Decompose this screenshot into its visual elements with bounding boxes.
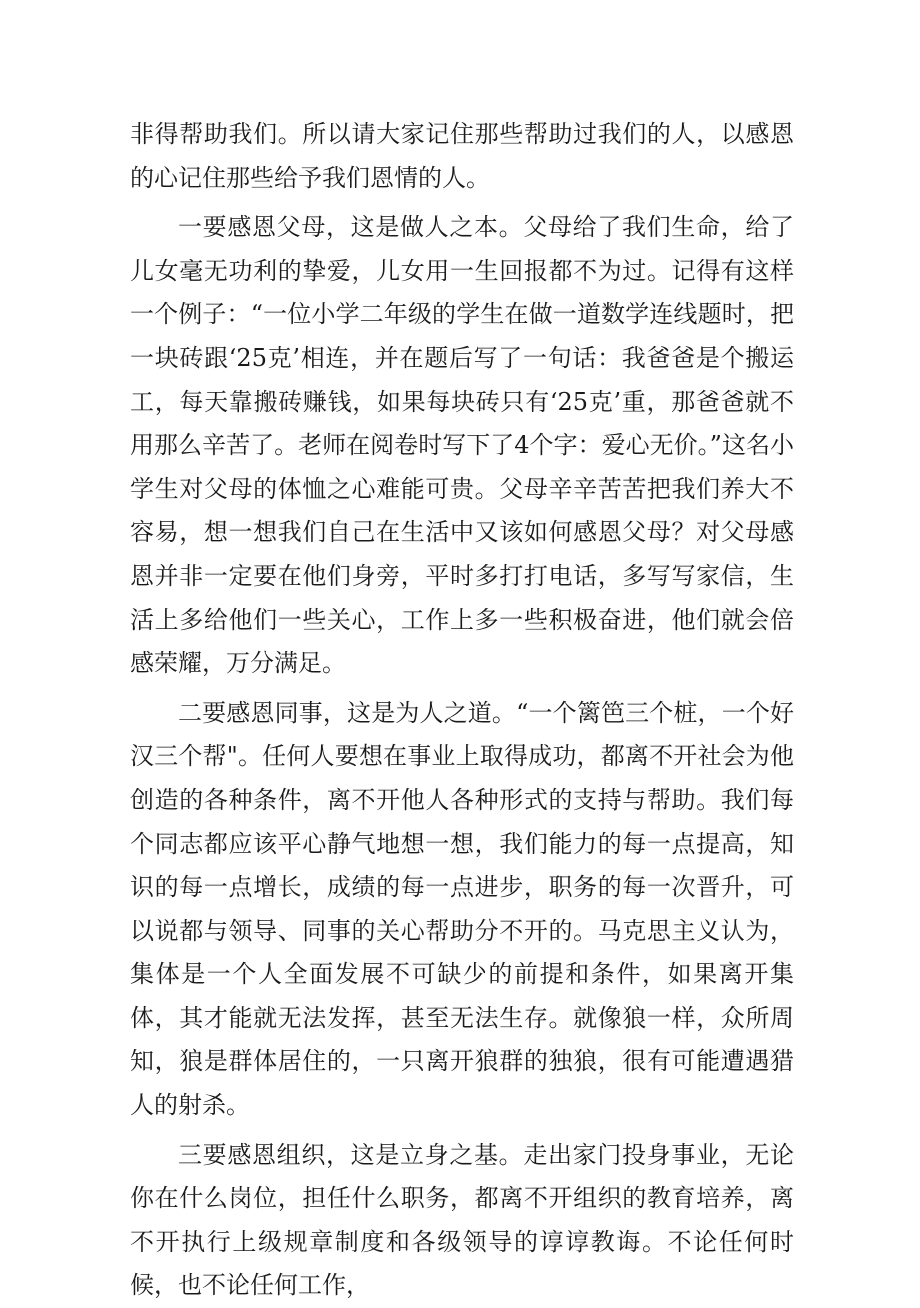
paragraph-gratitude-organization: 三要感恩组织，这是立身之基。走出家门投身事业，无论你在什么岗位，担任什么职务，都离不开组织的教育培养，离不开执行上级规章制度和各级领导的谆谆教诲。不论任何时候，也不论任何工作， — [130, 1140, 794, 1300]
paragraph-gratitude-colleagues: 二要感恩同事，这是为人之道。“一个篱笆三个桩，一个好汉三个帮"。任何人要想在事业上取得成功，都离不开社会为他创造的各种条件，离不开他人各种形式的支持与帮助。我们每个同志都应该平心静气地想一想，我们能力的每一点提高，知识的每一点增长，成绩的每一点进步，职务的每一次晋升，可以说都与领导、同事的关心帮助分不开的。马克思主义认为，集体是一个人全面发展不可缺少的前提和条件，如果离开集体，其才能就无法发挥，甚至无法生存。就像狼一样，众所周知，狼是群体居住的，一只离开狼群的独狼，很有可能遭遇猎人的射杀。 — [130, 698, 794, 1120]
paragraph-gratitude-parents: 一要感恩父母，这是做人之本。父母给了我们生命，给了儿女毫无功利的挚爱，儿女用一生回报都不为过。记得有这样一个例子：“一位小学二年级的学生在做一道数学连线题时，把一块砖跟‘25克’相连，并在题后写了一句话：我爸爸是个搬运工，每天靠搬砖赚钱，如果每块砖只有‘25克’重，那爸爸就不用那么辛苦了。老师在阅卷时写下了4个字：爱心无价。”这名小学生对父母的体恤之心难能可贵。父母辛辛苦苦把我们养大不容易，想一想我们自己在生活中又该如何感恩父母？对父母感恩并非一定要在他们身旁，平时多打打电话，多写写家信，生活上多给他们一些关心，工作上多一些积极奋进，他们就会倍感荣耀，万分满足。 — [130, 213, 794, 678]
paragraph-intro-continuation: 非得帮助我们。所以请大家记住那些帮助过我们的人，以感恩的心记住那些给予我们恩情的人。 — [130, 120, 794, 192]
document-body — [130, 113, 794, 1308]
